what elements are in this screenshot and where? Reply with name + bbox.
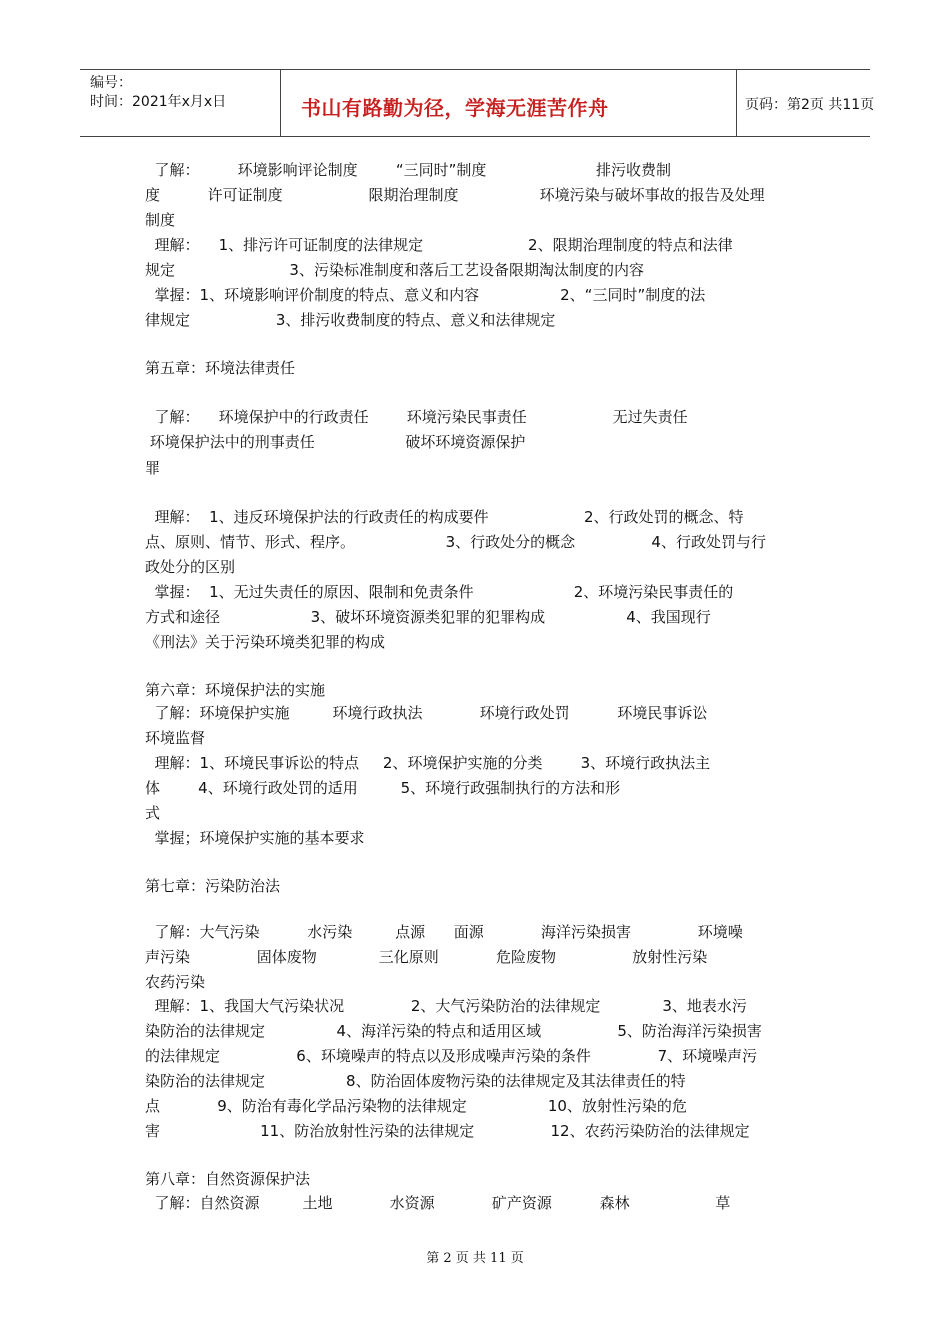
text-line: 制度 (145, 211, 176, 229)
text-line: 染防治的法律规定 8、防治固体废物污染的法律规定及其法律责任的特 (145, 1072, 686, 1090)
text-line: 掌握： 1、无过失责任的原因、限制和免责条件 2、环境污染民事责任的 (145, 583, 734, 601)
text-line: 农药污染 (145, 973, 206, 991)
page-header (80, 69, 875, 137)
chapter-heading: 第七章：污染防治法 (145, 877, 281, 895)
time-label: 时间：2021年x月x日 (90, 94, 227, 110)
text-line: 点 9、防治有毒化学品污染物的法律规定 10、放射性污染的危 (145, 1097, 687, 1115)
text-line: 度 许可证制度 限期治理制度 环境污染与破坏事故的报告及处理 (145, 186, 765, 204)
motto-text: 书山有路勤为径，学海无涯苦作舟 (301, 96, 609, 120)
text-line: 《刑法》关于污染环境类犯罪的构成 (145, 633, 386, 651)
text-line: 染防治的法律规定 4、海洋污染的特点和适用区域 5、防治海洋污染损害 (145, 1022, 762, 1040)
header-motto-cell (280, 70, 737, 136)
text-line: 律规定 3、排污收费制度的特点、意义和法律规定 (145, 311, 556, 329)
text-line: 声污染 固体废物 三化原则 危险废物 放射性污染 (145, 948, 708, 966)
text-line: 点、原则、情节、形式、程序。 3、行政处分的概念 4、行政处罚与行 (145, 533, 766, 551)
text-line: 环境监督 (145, 729, 206, 747)
text-line: 了解： 环境保护中的行政责任 环境污染民事责任 无过失责任 (145, 408, 688, 426)
header-meta (80, 70, 280, 136)
text-line: 罪 (145, 459, 161, 477)
text-line: 了解：自然资源 土地 水资源 矿产资源 森林 草 (145, 1194, 731, 1212)
text-line: 规定 3、污染标准制度和落后工艺设备限期淘汰制度的内容 (145, 261, 644, 279)
text-line: 理解： 1、排污许可证制度的法律规定 2、限期治理制度的特点和法律 (145, 236, 733, 254)
page-info: 页码：第2页 共11页 (745, 97, 875, 113)
chapter-heading: 第八章：自然资源保护法 (145, 1170, 311, 1188)
text-line: 理解：1、我国大气污染状况 2、大气污染防治的法律规定 3、地表水污 (145, 997, 747, 1015)
text-line: 体 4、环境行政处罚的适用 5、环境行政强制执行的方法和形 (145, 779, 621, 797)
text-line: 的法律规定 6、环境噪声的特点以及形成噪声污染的条件 7、环境噪声污 (145, 1047, 758, 1065)
text-line: 掌握：1、环境影响评价制度的特点、意义和内容 2、“三同时”制度的法 (145, 286, 706, 304)
chapter-heading: 第五章：环境法律责任 (145, 359, 296, 377)
text-line: 理解：1、环境民事诉讼的特点 2、环境保护实施的分类 3、环境行政执法主 (145, 754, 711, 772)
page-footer: 第 2 页 共 11 页 (426, 1251, 524, 1266)
text-line: 政处分的区别 (145, 558, 236, 576)
text-line: 环境保护法中的刑事责任 破坏环境资源保护 (145, 433, 526, 451)
chapter-heading: 第六章：环境保护法的实施 (145, 681, 326, 699)
text-line: 方式和途径 3、破坏环境资源类犯罪的犯罪构成 4、我国现行 (145, 608, 711, 626)
text-line: 式 (145, 804, 161, 822)
text-line: 害 11、防治放射性污染的法律规定 12、农药污染防治的法律规定 (145, 1122, 750, 1140)
text-line: 了解：环境保护实施 环境行政执法 环境行政处罚 环境民事诉讼 (145, 704, 708, 722)
text-line: 了解： 环境影响评论制度 “三同时”制度 排污收费制 (145, 161, 672, 179)
text-line: 了解：大气污染 水污染 点源 面源 海洋污染损害 环境噪 (145, 923, 743, 941)
text-line: 理解： 1、违反环境保护法的行政责任的构成要件 2、行政处罚的概念、特 (145, 508, 744, 526)
text-line: 掌握；环境保护实施的基本要求 (145, 829, 365, 847)
serial-label: 编号： (90, 75, 132, 91)
